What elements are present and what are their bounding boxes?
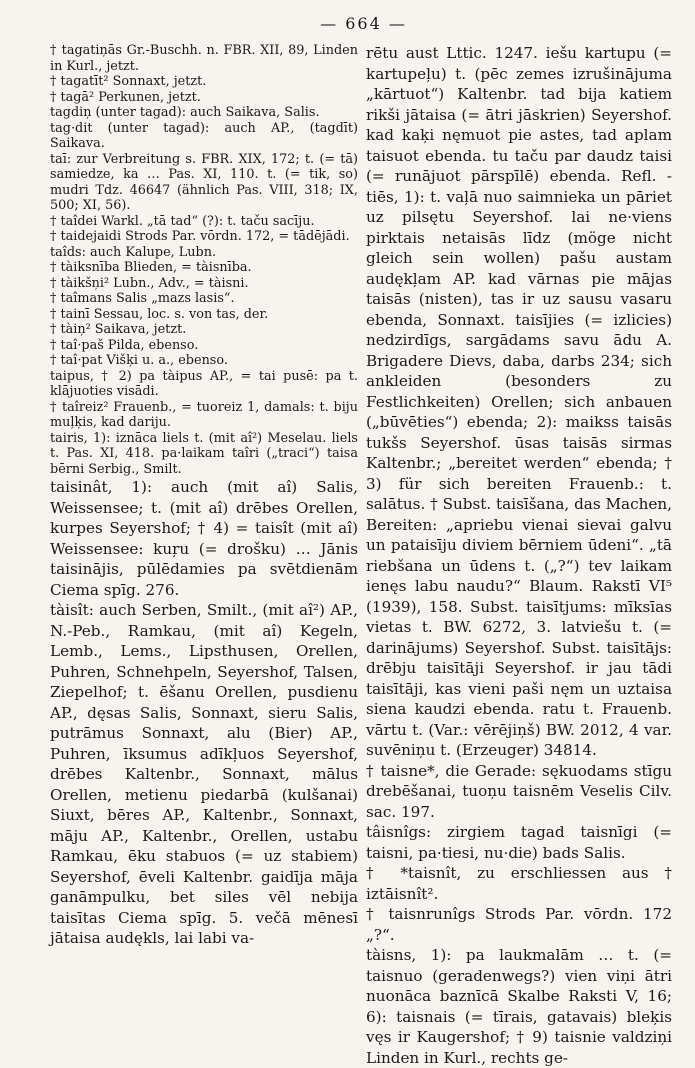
dictionary-entry: † taisne*, die Gerade: sękuodams stīgu drebēšanai, tuoņu taisnēm Veselis Cilv. sac. 197.: [366, 761, 672, 821]
dictionary-entry: tàisns, 1): pa laukmalām … t. (= taisnuo (geradenwegs?) vien viņi ātri nuonāca baznīcā Skalbe Raksti V, 16; 6): taisnais (= tīrais, gatavais) bleķis vęs ir Kaugershof; † 9) taisnie valdziņi Linden in Kurl., rechts ge-: [366, 946, 672, 1067]
left-column: [50, 43, 358, 1068]
dictionary-entry: tag·dit (unter tagad): auch AP., (tagdīt) Saikava.: [50, 120, 358, 151]
dictionary-entry: tàisît: auch Serben, Smilt., (mit aî²) AP., N.-Peb., Ramkau, (mit aî) Kegeln, Lemb., Lems., Lipsthusen, Orellen, Puhren, Schnehpeln, Seyershof, Talsen, Ziepelhof; t. ēšanu Orellen, pusdienu AP., dęsas Salis, Sonnaxt, sieru Salis, putrāmus Sonnaxt, alu (Bier) AP., Puhren, īksumus adīkļuos Seyershof, drēbes Kaltenbr., Sonnaxt, mālus Orellen, metienu piedarbā (kulšanai) Siuxt, bēres AP., Kaltenbr., Sonnaxt, māju AP., Kaltenbr., Orellen, ustabu Ramkau, ēku stabuos (= uz stabiem) Seyershof, ēveli Kaltenbr. gaidīja māja ganāmpulku, bet siles vēl nebija taisītas Ciema spīg. 5. večā mēnesī jātaisa audękls, lai labi va-: [50, 601, 358, 947]
dictionary-entry: † tàikšņi² Lubn., Adv., = tàisni.: [50, 275, 249, 291]
dictionary-entry: tairis, 1): iznāca liels t. (mit aî²) Meselau. liels t. Pas. XI, 418. pa·laikam taîri („traci“) taisa bērni Serbig., Smilt.: [50, 430, 358, 477]
dictionary-entry: † tagatiņās Gr.-Buschh. n. FBR. XII, 89, Linden in Kurl., jetzt.: [50, 43, 358, 74]
dictionary-entry: † taî·pat Višķi u. a., ebenso.: [50, 353, 228, 368]
dictionary-entry: † tàiksnība Blieden, = tàisnība.: [50, 260, 252, 275]
dictionary-entry: taipus, † 2) pa tàipus AP., = tai pusē: pa t. klājuoties visādi.: [50, 368, 358, 399]
dictionary-entry: taī: zur Verbreitung s. FBR. XIX, 172; t. (= tā) samiedze, ka … Pas. XI, 110. t. (= tik, so) mudri Tdz. 46647 (ähnlich Pas. VIII, 318; IX, 500; XI, 56).: [50, 151, 358, 213]
dictionary-entry: † taîdei Warkl. „tā tad“ (?): t. taču sacīju.: [50, 213, 315, 229]
dictionary-entry: † taîreiz² Frauenb., = tuoreiz 1, damals: t. biju muļķis, kad dariju.: [50, 399, 358, 430]
dictionary-entry: † tagatīt² Sonnaxt, jetzt.: [50, 74, 207, 89]
dictionary-entry: † taidejaidi Strods Par. vōrdn. 172, = tādējādi.: [50, 229, 350, 244]
dictionary-entry: tâisnîgs: zirgiem tagad taisnīgi (= taisni, pa·tiesi, nu·die) bads Salis.: [366, 823, 672, 862]
page-number: — 664 —: [320, 14, 407, 33]
dictionary-entry: taîds: auch Kalupe, Lubn.: [50, 244, 217, 260]
dictionary-entry: rētu aust Lttic. 1247. iešu kartupu (= kartupeļu) t. (pēc zemes izrušinājuma „kārtuot“) Kaltenbr. tad bija katiem rikši jātaisa (= ātri jāskrien) Seyershof. kad kaķi nęmuot pie astes, tad aplam taisuot ebenda. tu taču par daudz taisi (= runājuot pārspīlē) ebenda. Refl. -tiēs, 1): t. vaļā nuo saimnieka un pāriet uz pilsętu Seyershof. lai ne·viens pirktais netaisās līdz (möge nicht gleich sein wollen) pašu austam audękļam AP. kad vārnas pie mājas taisās (nisten), tas ir uz sausu vasaru ebenda, Sonnaxt. taisījies (= izlicies) nedzirdīgs, sargādams savu ādu A. Brigadere Dievs, daba, darbs 234; sich ankleiden (besonders zu Festlichkeiten) Orellen; sich anbauen („būvēties“) ebenda; 2): maikss taisās tukšs Seyershof. ūsas taisās sirmas Kaltenbr.; „bereitet werden“ ebenda; † 3) für sich bereiten Frauenb.: t. salātus. † Subst. taisīšana, das Machen, Bereiten: „apriebu vienai sievai galvu un pataisīju diviem bērniem ūdeni“. „tā riebšana un ūdens t. („?“) tev laikam ienęs labu naudu?“ Blaum. Rakstī VI⁵ (1939), 158. Subst. taisītjums: mīksīas vietas t. BW. 6272, 3. latviešu t. (= darinājums) Seyershof. Subst. taisītājs: drēbju taisītāji Seyershof. ir jau tādi taisītāji, kas vieni paši nęm un uztaisa siena kaudzi ebenda. ratu t. Frauenb. vārtu t. (Var.: vērējiņš) BW. 2012, 4 var. suvēniņu t. (Erzeuger) 34814.: [366, 44, 672, 759]
dictionary-entry: taisinât, 1): auch (mit aî) Salis, Weissensee; t. (mit aî) drēbes Orellen, kurpes Seyershof; † 4) = taisît (mit aî) Weissensee: kuŗu (= drošku) … Jānis taisinājis, pūlēdamies pa svētdienām Ciema spīg. 276.: [50, 478, 358, 599]
dictionary-entry: † taisnrunîgs Strods Par. vōrdn. 172 „?“.: [366, 905, 672, 944]
dictionary-entry: † *taisnît, zu erschliessen aus † iztāisnît².: [366, 864, 672, 903]
dictionary-entry: † taî·paš Pilda, ebenso.: [50, 337, 199, 353]
dictionary-entry: † taîmans Salis „mazs lasis“.: [50, 291, 235, 306]
dictionary-entry: tagdiņ (unter tagad): auch Saikava, Salis.: [50, 105, 320, 120]
dictionary-entry: † tàiņ² Saikava, jetzt.: [50, 322, 187, 337]
right-column: [366, 43, 672, 1068]
two-column-body: [50, 43, 677, 1068]
dictionary-entry: † tagā² Perkunen, jetzt.: [50, 89, 201, 105]
dictionary-entry: † tainī Sessau, loc. s. von tas, der.: [50, 306, 269, 322]
